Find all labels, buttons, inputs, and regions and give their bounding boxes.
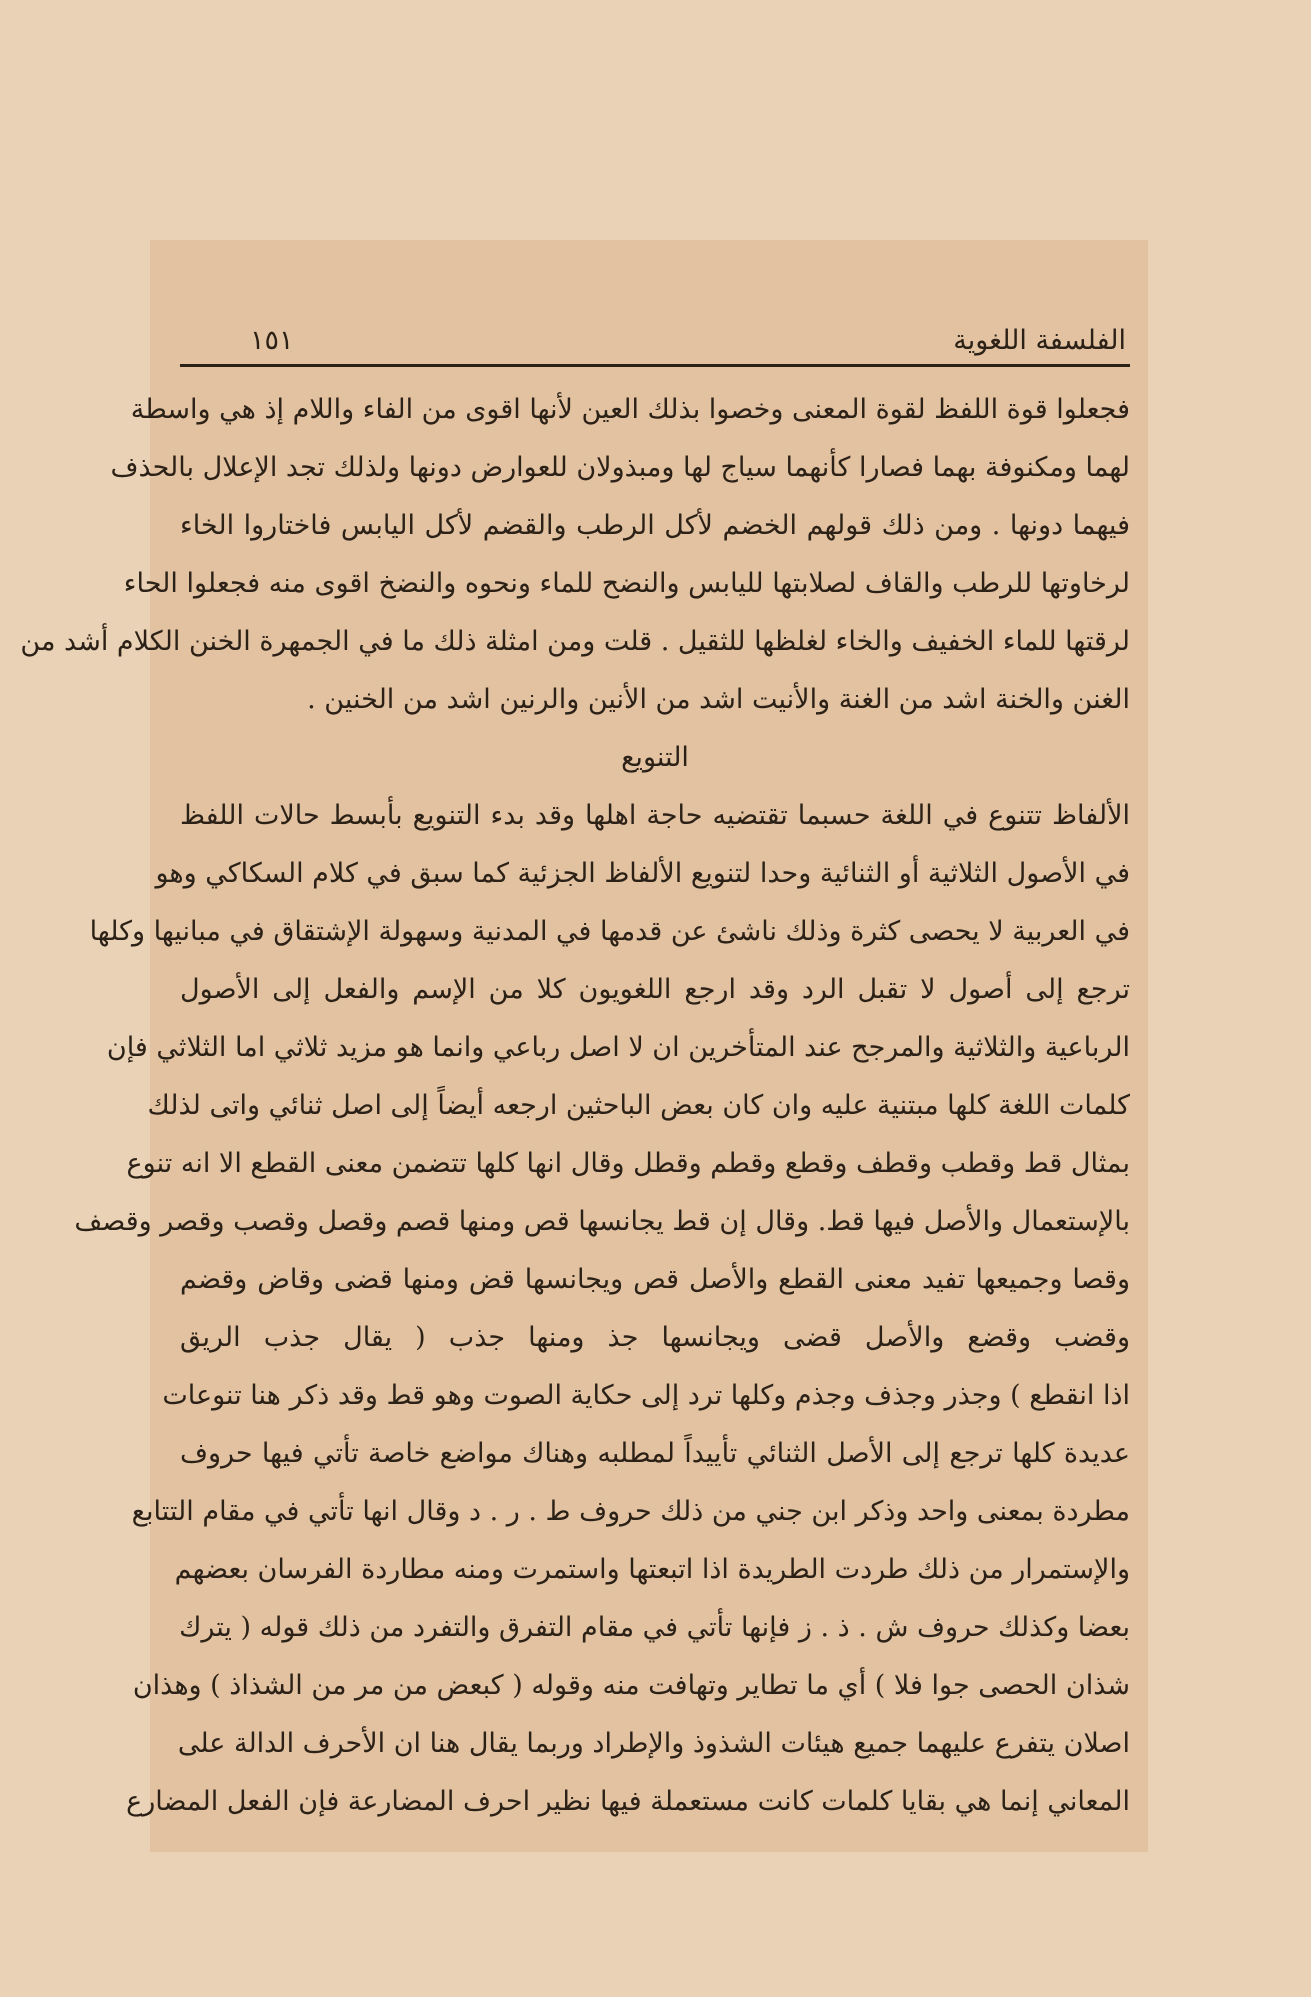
body-line: بعضا وكذلك حروف ش . ذ . ز فإنها تأتي في مقام التفرق والتفرد من ذلك قوله ( يترك xyxy=(179,1612,1130,1643)
body-line: وقصا وجميعها تفيد معنى القطع والأصل قص ويجانسها قض ومنها قضى وقاض وقضم xyxy=(180,1264,1130,1295)
body-line: لهما ومكنوفة بهما فصارا كأنهما سياج لها ومبذولان للعوارض دونها ولذلك تجد الإعلال بالحذف xyxy=(110,452,1130,483)
body-line: اذا انقطع ) وجذر وجذف وجذم وكلها ترد إلى حكاية الصوت وهو قط وقد ذكر هنا تنوعات xyxy=(162,1380,1130,1411)
body-line: مطردة بمعنى واحد وذكر ابن جني من ذلك حروف ط . ر . د وقال انها تأتي في مقام التتابع xyxy=(131,1496,1130,1527)
body-line: الغنن والخنة اشد من الغنة والأنيت اشد من الأنين والرنين اشد من الخنين . xyxy=(307,684,1130,715)
page-body xyxy=(20,381,1131,1831)
body-line: بالإستعمال والأصل فيها قط. وقال إن قط يجانسها قص ومنها قصم وقصل وقصب وقصر وقصف xyxy=(74,1206,1130,1237)
body-line: لرخاوتها للرطب والقاف لصلابتها لليابس والنضح للماء ونحوه والنضخ اقوى منه فجعلوا الحاء xyxy=(123,568,1130,599)
body-line: كلمات اللغة كلها مبتنية عليه وان كان بعض الباحثين ارجعه أيضاً إلى اصل ثنائي واتى لذلك xyxy=(147,1090,1130,1121)
section-heading: التنويع xyxy=(621,742,689,773)
body-line: المعاني إنما هي بقايا كلمات كانت مستعملة فيها نظير احرف المضارعة فإن الفعل المضارع xyxy=(126,1786,1130,1817)
body-line: والإستمرار من ذلك طردت الطريدة اذا اتبعتها واستمرت ومنه مطاردة الفرسان بعضهم xyxy=(174,1554,1130,1585)
body-line: لرقتها للماء الخفيف والخاء لغلظها للثقيل . قلت ومن امثلة ذلك ما في الجمهرة الخنن الكلام أشد من xyxy=(20,626,1130,657)
page-header xyxy=(180,318,1130,362)
body-line: ترجع إلى أصول لا تقبل الرد وقد ارجع اللغويون كلا من الإسم والفعل إلى الأصول xyxy=(180,974,1131,1005)
body-line: شذان الحصى جوا فلا ) أي ما تطاير وتهافت منه وقوله ( كبعض من مر من الشذاذ ) وهذان xyxy=(132,1670,1130,1701)
running-title: الفلسفة اللغوية xyxy=(953,324,1126,356)
body-line: فجعلوا قوة اللفظ لقوة المعنى وخصوا بذلك العين لأنها اقوى من الفاء واللام إذ هي واسطة xyxy=(130,394,1130,425)
body-line: وقضب وقضع والأصل قضى ويجانسها جذ ومنها جذب ( يقال جذب الريق xyxy=(180,1322,1130,1353)
page-number: ١٥١ xyxy=(250,324,294,356)
body-line: فيهما دونها . ومن ذلك قولهم الخضم لأكل الرطب والقضم لأكل اليابس فاختاروا الخاء xyxy=(180,510,1130,541)
body-line: اصلان يتفرع عليهما جميع هيئات الشذوذ والإطراد وربما يقال هنا ان الأحرف الدالة على xyxy=(177,1728,1130,1759)
header-rule xyxy=(180,364,1130,367)
body-line: عديدة كلها ترجع إلى الأصل الثنائي تأييداً لمطلبه وهناك مواضع خاصة تأتي فيها حروف xyxy=(180,1438,1130,1469)
body-line: الرباعية والثلاثية والمرجح عند المتأخرين ان لا اصل رباعي وانما هو مزيد ثلاثي اما الثلاثي فإن xyxy=(106,1032,1130,1063)
body-line: بمثال قط وقطب وقطف وقطع وقطم وقطل وقال انها كلها تتضمن معنى القطع الا انه تنوع xyxy=(126,1148,1130,1179)
body-line: في الأصول الثلاثية أو الثنائية وحدا لتنويع الألفاظ الجزئية كما سبق في كلام السكاكي وهو xyxy=(155,858,1130,889)
body-line: الألفاظ تتنوع في اللغة حسبما تقتضيه حاجة اهلها وقد بدء التنويع بأبسط حالات اللفظ xyxy=(180,800,1130,831)
body-line: في العربية لا يحصى كثرة وذلك ناشئ عن قدمها في المدنية وسهولة الإشتقاق في مبانيها وكلها xyxy=(89,916,1130,947)
book-page xyxy=(20,240,1148,1852)
